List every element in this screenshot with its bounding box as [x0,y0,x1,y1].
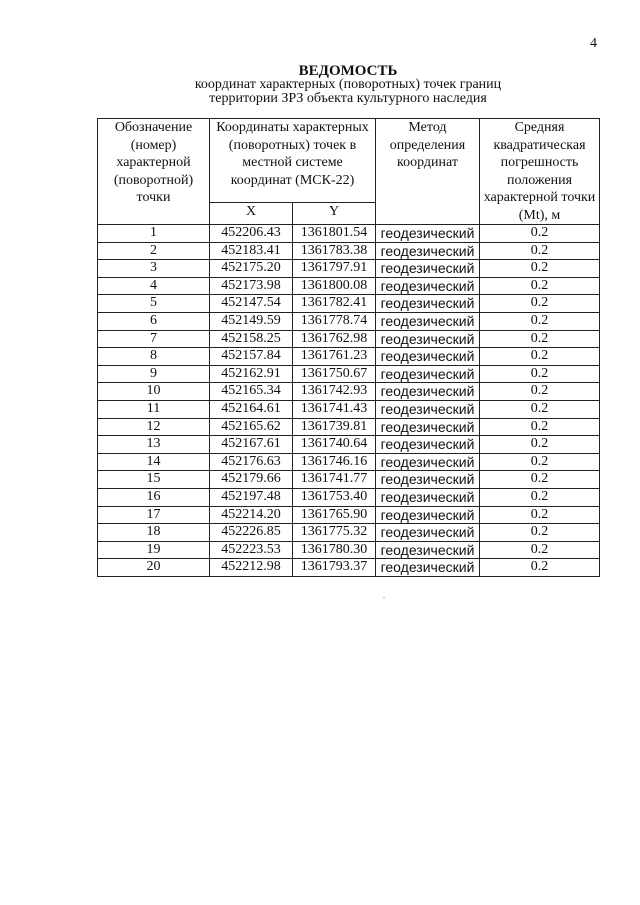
cell-error: 0.2 [480,559,600,577]
cell-y: 1361740.64 [293,436,376,454]
cell-point-number: 18 [98,524,210,542]
cell-method: геодезический [376,559,480,577]
cell-y: 1361761.23 [293,348,376,366]
cell-method: геодезический [376,453,480,471]
table-row [98,506,600,524]
table-row [98,559,600,577]
cell-error: 0.2 [480,225,600,243]
cell-error: 0.2 [480,471,600,489]
cell-method: геодезический [376,277,480,295]
cell-x: 452147.54 [210,295,293,313]
cell-y: 1361762.98 [293,330,376,348]
cell-x: 452162.91 [210,365,293,383]
table-row [98,295,600,313]
cell-method: геодезический [376,400,480,418]
cell-y: 1361742.93 [293,383,376,401]
cell-x: 452214.20 [210,506,293,524]
cell-error: 0.2 [480,277,600,295]
cell-error: 0.2 [480,418,600,436]
cell-y: 1361741.77 [293,471,376,489]
cell-error: 0.2 [480,506,600,524]
table-row [98,383,600,401]
cell-method: геодезический [376,260,480,278]
cell-error: 0.2 [480,260,600,278]
cell-method: геодезический [376,312,480,330]
cell-point-number: 5 [98,295,210,313]
table-row [98,400,600,418]
cell-method: геодезический [376,436,480,454]
cell-x: 452223.53 [210,541,293,559]
table-row [98,488,600,506]
table-row [98,277,600,295]
cell-method: геодезический [376,242,480,260]
page-number: 4 [590,36,597,51]
cell-x: 452206.43 [210,225,293,243]
cell-point-number: 3 [98,260,210,278]
cell-method: геодезический [376,418,480,436]
scan-speck [383,597,385,598]
cell-point-number: 1 [98,225,210,243]
cell-y: 1361765.90 [293,506,376,524]
table-row [98,453,600,471]
cell-point-number: 8 [98,348,210,366]
cell-x: 452158.25 [210,330,293,348]
table-body [98,225,600,577]
cell-method: геодезический [376,488,480,506]
cell-y: 1361778.74 [293,312,376,330]
cell-error: 0.2 [480,348,600,366]
coordinates-table [97,118,600,577]
cell-x: 452165.34 [210,383,293,401]
cell-error: 0.2 [480,524,600,542]
cell-y: 1361793.37 [293,559,376,577]
table-row [98,365,600,383]
cell-y: 1361801.54 [293,225,376,243]
table-row [98,418,600,436]
cell-method: геодезический [376,365,480,383]
document-subtitle-line2: территории ЗРЗ объекта культурного наследия [209,91,487,106]
cell-method: геодезический [376,295,480,313]
cell-error: 0.2 [480,488,600,506]
table-row [98,330,600,348]
cell-x: 452149.59 [210,312,293,330]
table-row [98,348,600,366]
table-header [98,119,600,225]
cell-y: 1361753.40 [293,488,376,506]
cell-y: 1361739.81 [293,418,376,436]
cell-method: геодезический [376,524,480,542]
cell-point-number: 7 [98,330,210,348]
cell-error: 0.2 [480,295,600,313]
cell-y: 1361780.30 [293,541,376,559]
cell-error: 0.2 [480,242,600,260]
cell-point-number: 4 [98,277,210,295]
cell-x: 452197.48 [210,488,293,506]
cell-point-number: 15 [98,471,210,489]
cell-error: 0.2 [480,436,600,454]
table-row [98,541,600,559]
table-row [98,242,600,260]
cell-method: геодезический [376,471,480,489]
table-row [98,260,600,278]
cell-x: 452179.66 [210,471,293,489]
header-error: Средняя квадратическая погрешность положения характерной точки (Mt), м [480,119,600,225]
cell-point-number: 9 [98,365,210,383]
cell-method: геодезический [376,383,480,401]
cell-x: 452157.84 [210,348,293,366]
header-y: Y [293,203,376,225]
cell-y: 1361775.32 [293,524,376,542]
cell-y: 1361797.91 [293,260,376,278]
cell-y: 1361746.16 [293,453,376,471]
cell-point-number: 12 [98,418,210,436]
cell-point-number: 11 [98,400,210,418]
cell-error: 0.2 [480,330,600,348]
cell-x: 452165.62 [210,418,293,436]
header-coordinates: Координаты характерных (поворотных) точек в местной системе координат (МСК-22) [210,119,376,203]
cell-x: 452212.98 [210,559,293,577]
cell-error: 0.2 [480,312,600,330]
table-row [98,312,600,330]
cell-method: геодезический [376,225,480,243]
cell-x: 452173.98 [210,277,293,295]
cell-point-number: 14 [98,453,210,471]
cell-x: 452176.63 [210,453,293,471]
cell-method: геодезический [376,541,480,559]
cell-x: 452175.20 [210,260,293,278]
cell-point-number: 6 [98,312,210,330]
cell-y: 1361783.38 [293,242,376,260]
cell-y: 1361741.43 [293,400,376,418]
cell-point-number: 2 [98,242,210,260]
cell-y: 1361800.08 [293,277,376,295]
cell-error: 0.2 [480,383,600,401]
cell-error: 0.2 [480,541,600,559]
cell-method: геодезический [376,330,480,348]
table-row [98,524,600,542]
cell-point-number: 17 [98,506,210,524]
cell-x: 452226.85 [210,524,293,542]
table-row [98,436,600,454]
header-designation: Обозначение (номер) характерной (поворотной) точки [98,119,210,225]
cell-method: геодезический [376,348,480,366]
cell-x: 452167.61 [210,436,293,454]
cell-y: 1361782.41 [293,295,376,313]
cell-x: 452183.41 [210,242,293,260]
cell-point-number: 20 [98,559,210,577]
cell-error: 0.2 [480,365,600,383]
document-heading [100,64,596,106]
cell-point-number: 10 [98,383,210,401]
header-method: Метод определения координат [376,119,480,225]
cell-y: 1361750.67 [293,365,376,383]
table-row [98,225,600,243]
table-row [98,471,600,489]
document-subtitle-line1: координат характерных (поворотных) точек границ [194,77,502,92]
cell-x: 452164.61 [210,400,293,418]
document-title: ВЕДОМОСТЬ [298,63,398,79]
cell-point-number: 19 [98,541,210,559]
cell-point-number: 16 [98,488,210,506]
header-x: X [210,203,293,225]
cell-point-number: 13 [98,436,210,454]
cell-method: геодезический [376,506,480,524]
cell-error: 0.2 [480,453,600,471]
cell-error: 0.2 [480,400,600,418]
